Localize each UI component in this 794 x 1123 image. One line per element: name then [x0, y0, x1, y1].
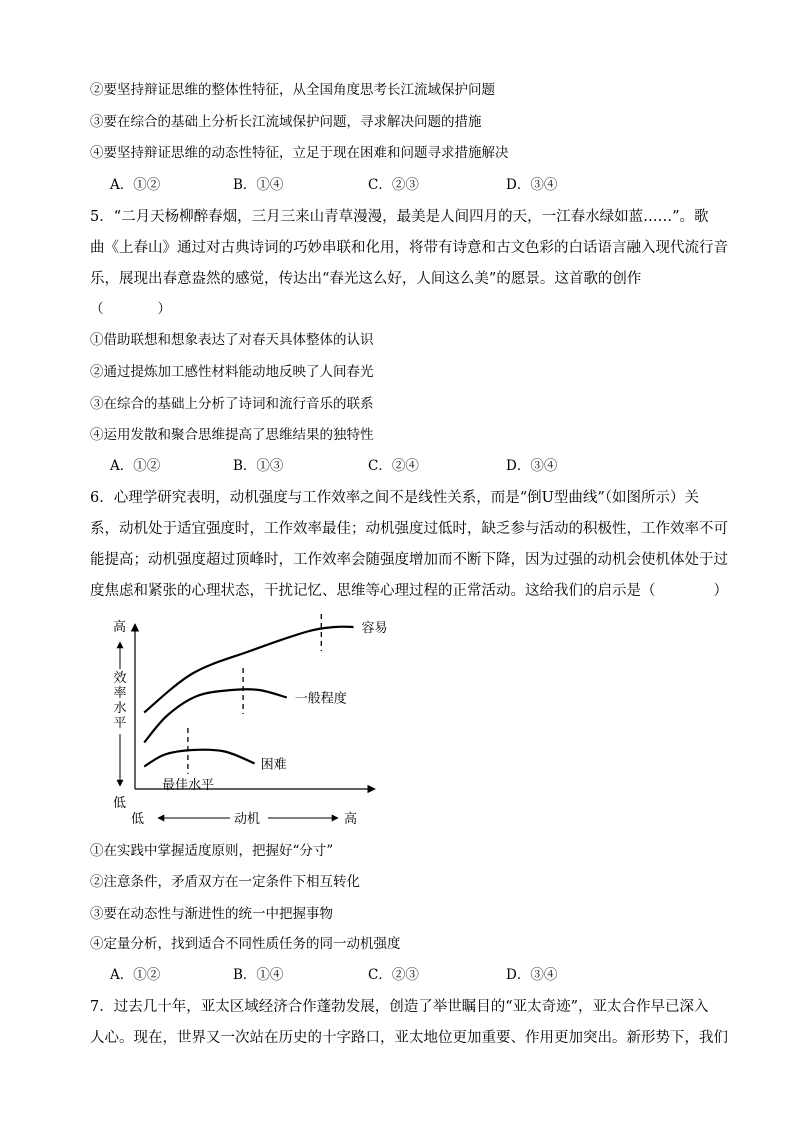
y-high-label: 高 [113, 620, 127, 635]
q5-option-a[interactable]: A．①② [110, 458, 161, 474]
q6-stem-line-3: 能提高；动机强度超过顶峰时，工作效率会随强度增加而不断下降，因为过强的动机会使机体处于过 [90, 552, 728, 568]
q5-option-b[interactable]: B．①③ [233, 458, 284, 474]
q7-stem-line-1: 7．过去几十年，亚太区域经济合作蓬勃发展，创造了举世瞩目的“亚太奇迹”，亚太合作早已深入 [90, 999, 709, 1015]
optimal-level-annotation: 最佳水平 [162, 778, 215, 793]
q6-statement-3: ③要在动态性与渐进性的统一中把握事物 [90, 906, 333, 922]
series-label-3: 困难 [260, 757, 287, 773]
q5-stem-line-2: 曲《上春山》通过对古典诗词的巧妙串联和化用，将带有诗意和古文色彩的白话语言融入现代流行音 [90, 240, 728, 256]
curve-3 [144, 750, 254, 767]
motivation-efficiency-chart [100, 614, 400, 834]
q5-answer-blank: （ ） [90, 301, 171, 317]
q5-statement-2: ②通过提炼加工感性材料能动地反映了人间春光 [90, 364, 374, 380]
y-axis-label-char: 效 [113, 671, 127, 686]
q6-statement-2: ②注意条件，矛盾双方在一定条件下相互转化 [90, 874, 360, 890]
q4-statement-3: ③要在综合的基础上分析长江流域保护问题，寻求解决问题的措施 [90, 114, 482, 130]
q6-statement-1: ①在实践中掌握适度原则，把握好“分寸” [90, 843, 334, 859]
y-low-label: 低 [113, 796, 127, 811]
q4-statement-2: ②要坚持辩证思维的整体性特征，从全国角度思考长江流域保护问题 [90, 82, 495, 98]
q5-statement-3: ③在综合的基础上分析了诗词和流行音乐的联系 [90, 396, 374, 412]
q4-statement-4: ④要坚持辩证思维的动态性特征，立足于现在困难和问题寻求措施解决 [90, 145, 509, 161]
q5-stem-line-1: 5．“二月天杨柳醉春烟，三月三来山青草漫漫，最美是人间四月的天，一江春水绿如蓝……”。歌 [90, 209, 709, 225]
q6-stem-line-1: 6．心理学研究表明，动机强度与工作效率之间不是线性关系，而是“倒U型曲线”（如图所示）关 [90, 490, 700, 506]
x-low-label: 低 [131, 812, 145, 827]
q6-statement-4: ④定量分析，找到适合不同性质任务的同一动机强度 [90, 936, 401, 952]
q6-stem-line-4: 度焦虑和紧张的心理状态，干扰记忆、思维等心理过程的正常活动。这给我们的启示是（ ） [90, 583, 728, 599]
q4-option-d[interactable]: D．③④ [506, 177, 558, 193]
q7-stem-line-2: 人心。现在，世界又一次站在历史的十字路口，亚太地位更加重要、作用更加突出。新形势下，我们 [90, 1030, 728, 1046]
series-label-2: 一般程度 [294, 691, 347, 707]
y-axis-label [113, 671, 126, 731]
q5-option-c[interactable]: C．②④ [368, 458, 419, 474]
q5-statement-1: ①借助联想和想象表达了对春天具体整体的认识 [90, 332, 374, 348]
x-high-label: 高 [344, 812, 358, 827]
q4-option-b[interactable]: B．①④ [233, 177, 284, 193]
series-label-1: 容易 [361, 621, 388, 636]
q6-option-c[interactable]: C．②③ [368, 967, 419, 983]
y-axis-label-char: 平 [113, 716, 127, 731]
q4-option-c[interactable]: C．②③ [368, 177, 419, 193]
q6-stem-line-2: 系，动机处于适宜强度时，工作效率最佳；动机强度过低时，缺乏参与活动的积极性，工作效率不可 [90, 521, 728, 537]
q4-option-a[interactable]: A．①② [110, 177, 161, 193]
y-axis-label-char: 水 [113, 701, 127, 716]
q6-option-a[interactable]: A．①② [110, 967, 161, 983]
q6-option-b[interactable]: B．①④ [233, 967, 284, 983]
q5-statement-4: ④运用发散和聚合思维提高了思维结果的独特性 [90, 427, 374, 443]
q5-stem-line-3: 乐，展现出春意盎然的感觉，传达出“春光这么好，人间这么美”的愿景。这首歌的创作 [90, 271, 642, 287]
x-axis-label: 动机 [234, 812, 261, 827]
q6-option-d[interactable]: D．③④ [506, 967, 558, 983]
y-axis-label-char: 率 [113, 686, 127, 701]
curve-2 [144, 689, 287, 742]
q5-option-d[interactable]: D．③④ [506, 458, 558, 474]
